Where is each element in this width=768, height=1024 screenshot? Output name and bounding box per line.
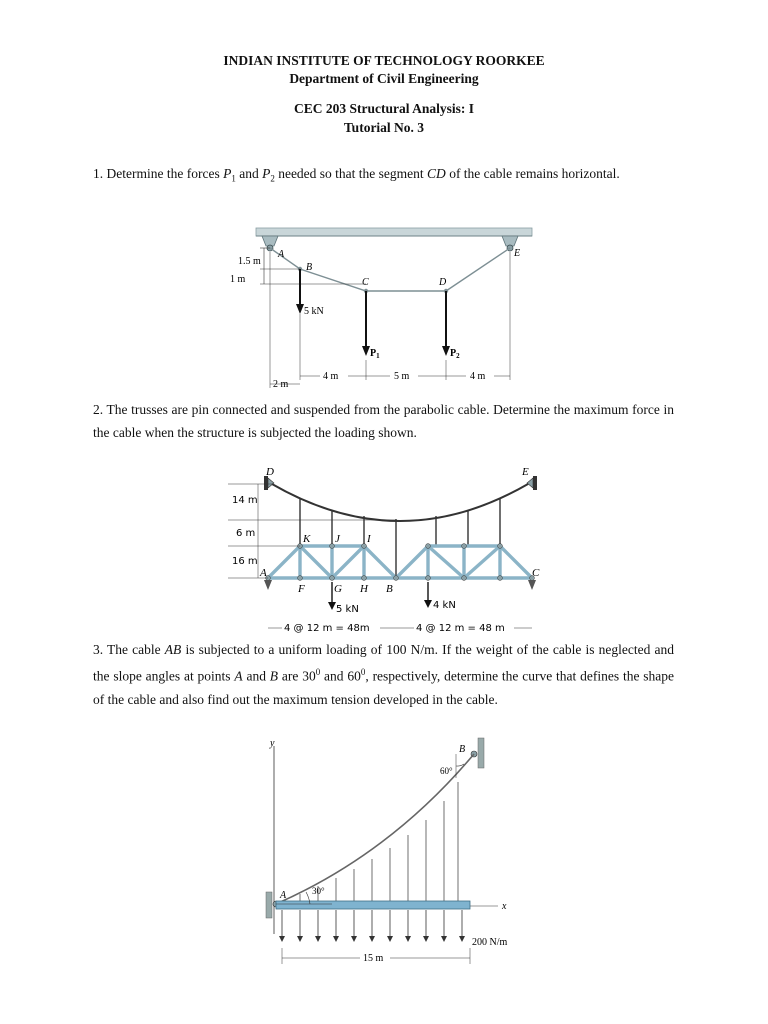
distributed-load-arrows	[282, 910, 462, 938]
load-5kn: 5 kN	[336, 604, 359, 615]
truss-right	[396, 546, 532, 578]
label-p2: $P_2$	[450, 348, 460, 360]
label-a: A	[260, 567, 267, 579]
dim-16m: 16 m	[232, 556, 258, 567]
load-200nm: 200 N/m	[472, 937, 508, 948]
arrow-p1-icon	[362, 346, 370, 356]
label-c: C	[362, 277, 369, 288]
ceiling-beam	[256, 228, 532, 236]
support-d-icon	[268, 478, 274, 488]
angle-a-30: 30°	[312, 886, 325, 896]
question-1-text: 1. Determine the forces $P_1$ and $P_2$ needed so that the segment CD of the cable remains horizontal.	[93, 166, 620, 184]
arrow-p2-icon	[442, 346, 450, 356]
label-i: I	[367, 533, 371, 545]
label-c: C	[532, 567, 540, 579]
question-3-text: 3. The cable AB is subjected to a uniform loading of 100 N/m. If the weight of the cable is neglected and the slope angles at points A and B are $30^0$ and $60^0$, respectively, determine the curve that defines the shape of the cable and also find out the maximum tension developed in the cable.	[93, 642, 675, 707]
label-b: B	[306, 262, 313, 273]
support-b-icon	[478, 738, 484, 768]
label-a: A	[280, 890, 287, 901]
support-e-icon	[527, 478, 533, 488]
support-a-icon	[264, 580, 272, 590]
dim-6m: 6 m	[236, 528, 256, 539]
dim-4m-b: 4 m	[470, 371, 486, 382]
dim-1m: 1 m	[230, 274, 246, 285]
tutorial-title: Tutorial No. 3	[343, 120, 425, 135]
label-h: H	[360, 583, 368, 595]
load-4kn: 4 kN	[433, 600, 456, 611]
figure-1-cable	[222, 224, 538, 392]
label-f: F	[298, 583, 305, 595]
figure-3-cable-uniform-load	[260, 734, 532, 968]
support-a-icon	[262, 236, 278, 246]
dim-2m: 2 m	[273, 379, 289, 390]
department-title: Department of Civil Engineering	[289, 71, 479, 86]
label-a: A	[278, 249, 285, 260]
span-left: 4 @ 12 m = 48m	[284, 623, 370, 634]
support-e-icon	[502, 236, 518, 246]
dim-14m: 14 m	[232, 495, 258, 506]
label-b: B	[459, 744, 466, 755]
dim-1-5m: 1.5 m	[238, 256, 261, 267]
label-d: D	[266, 466, 274, 478]
dim-5m: 5 m	[394, 371, 410, 382]
course-title: CEC 203 Structural Analysis: I	[293, 101, 474, 116]
figure-2-suspension-truss	[228, 464, 544, 636]
arrow-5kn-icon	[328, 602, 336, 610]
angle-b-60: 60°	[440, 766, 453, 776]
label-j: J	[335, 533, 340, 545]
support-c-icon	[528, 580, 536, 590]
truss-left	[268, 546, 396, 578]
label-e: E	[522, 466, 529, 478]
label-k: K	[303, 533, 311, 545]
arrow-5kn-icon	[296, 304, 304, 314]
support-a-icon	[266, 892, 272, 918]
label-d: D	[439, 277, 447, 288]
label-p1: $P_1$	[370, 348, 380, 360]
label-e: E	[514, 248, 521, 259]
span-right: 4 @ 12 m = 48 m	[416, 623, 505, 634]
axis-x-label: x	[502, 901, 507, 912]
dim-4m-a: 4 m	[323, 371, 339, 382]
institute-title: INDIAN INSTITUTE OF TECHNOLOGY ROORKEE	[223, 53, 545, 68]
label-g: G	[334, 583, 342, 595]
arrow-4kn-icon	[424, 600, 432, 608]
label-b: B	[386, 583, 393, 595]
dim-15m: 15 m	[363, 953, 384, 964]
deck-beam	[276, 901, 470, 909]
axis-y-label: y	[270, 738, 275, 749]
load-5kn: 5 kN	[304, 306, 324, 317]
parabolic-cable	[272, 484, 528, 521]
question-2-text: 2. The trusses are pin connected and suspended from the parabolic cable. Determine the maximum force in the cable when the structure is subjected the loading shown.	[93, 402, 674, 440]
